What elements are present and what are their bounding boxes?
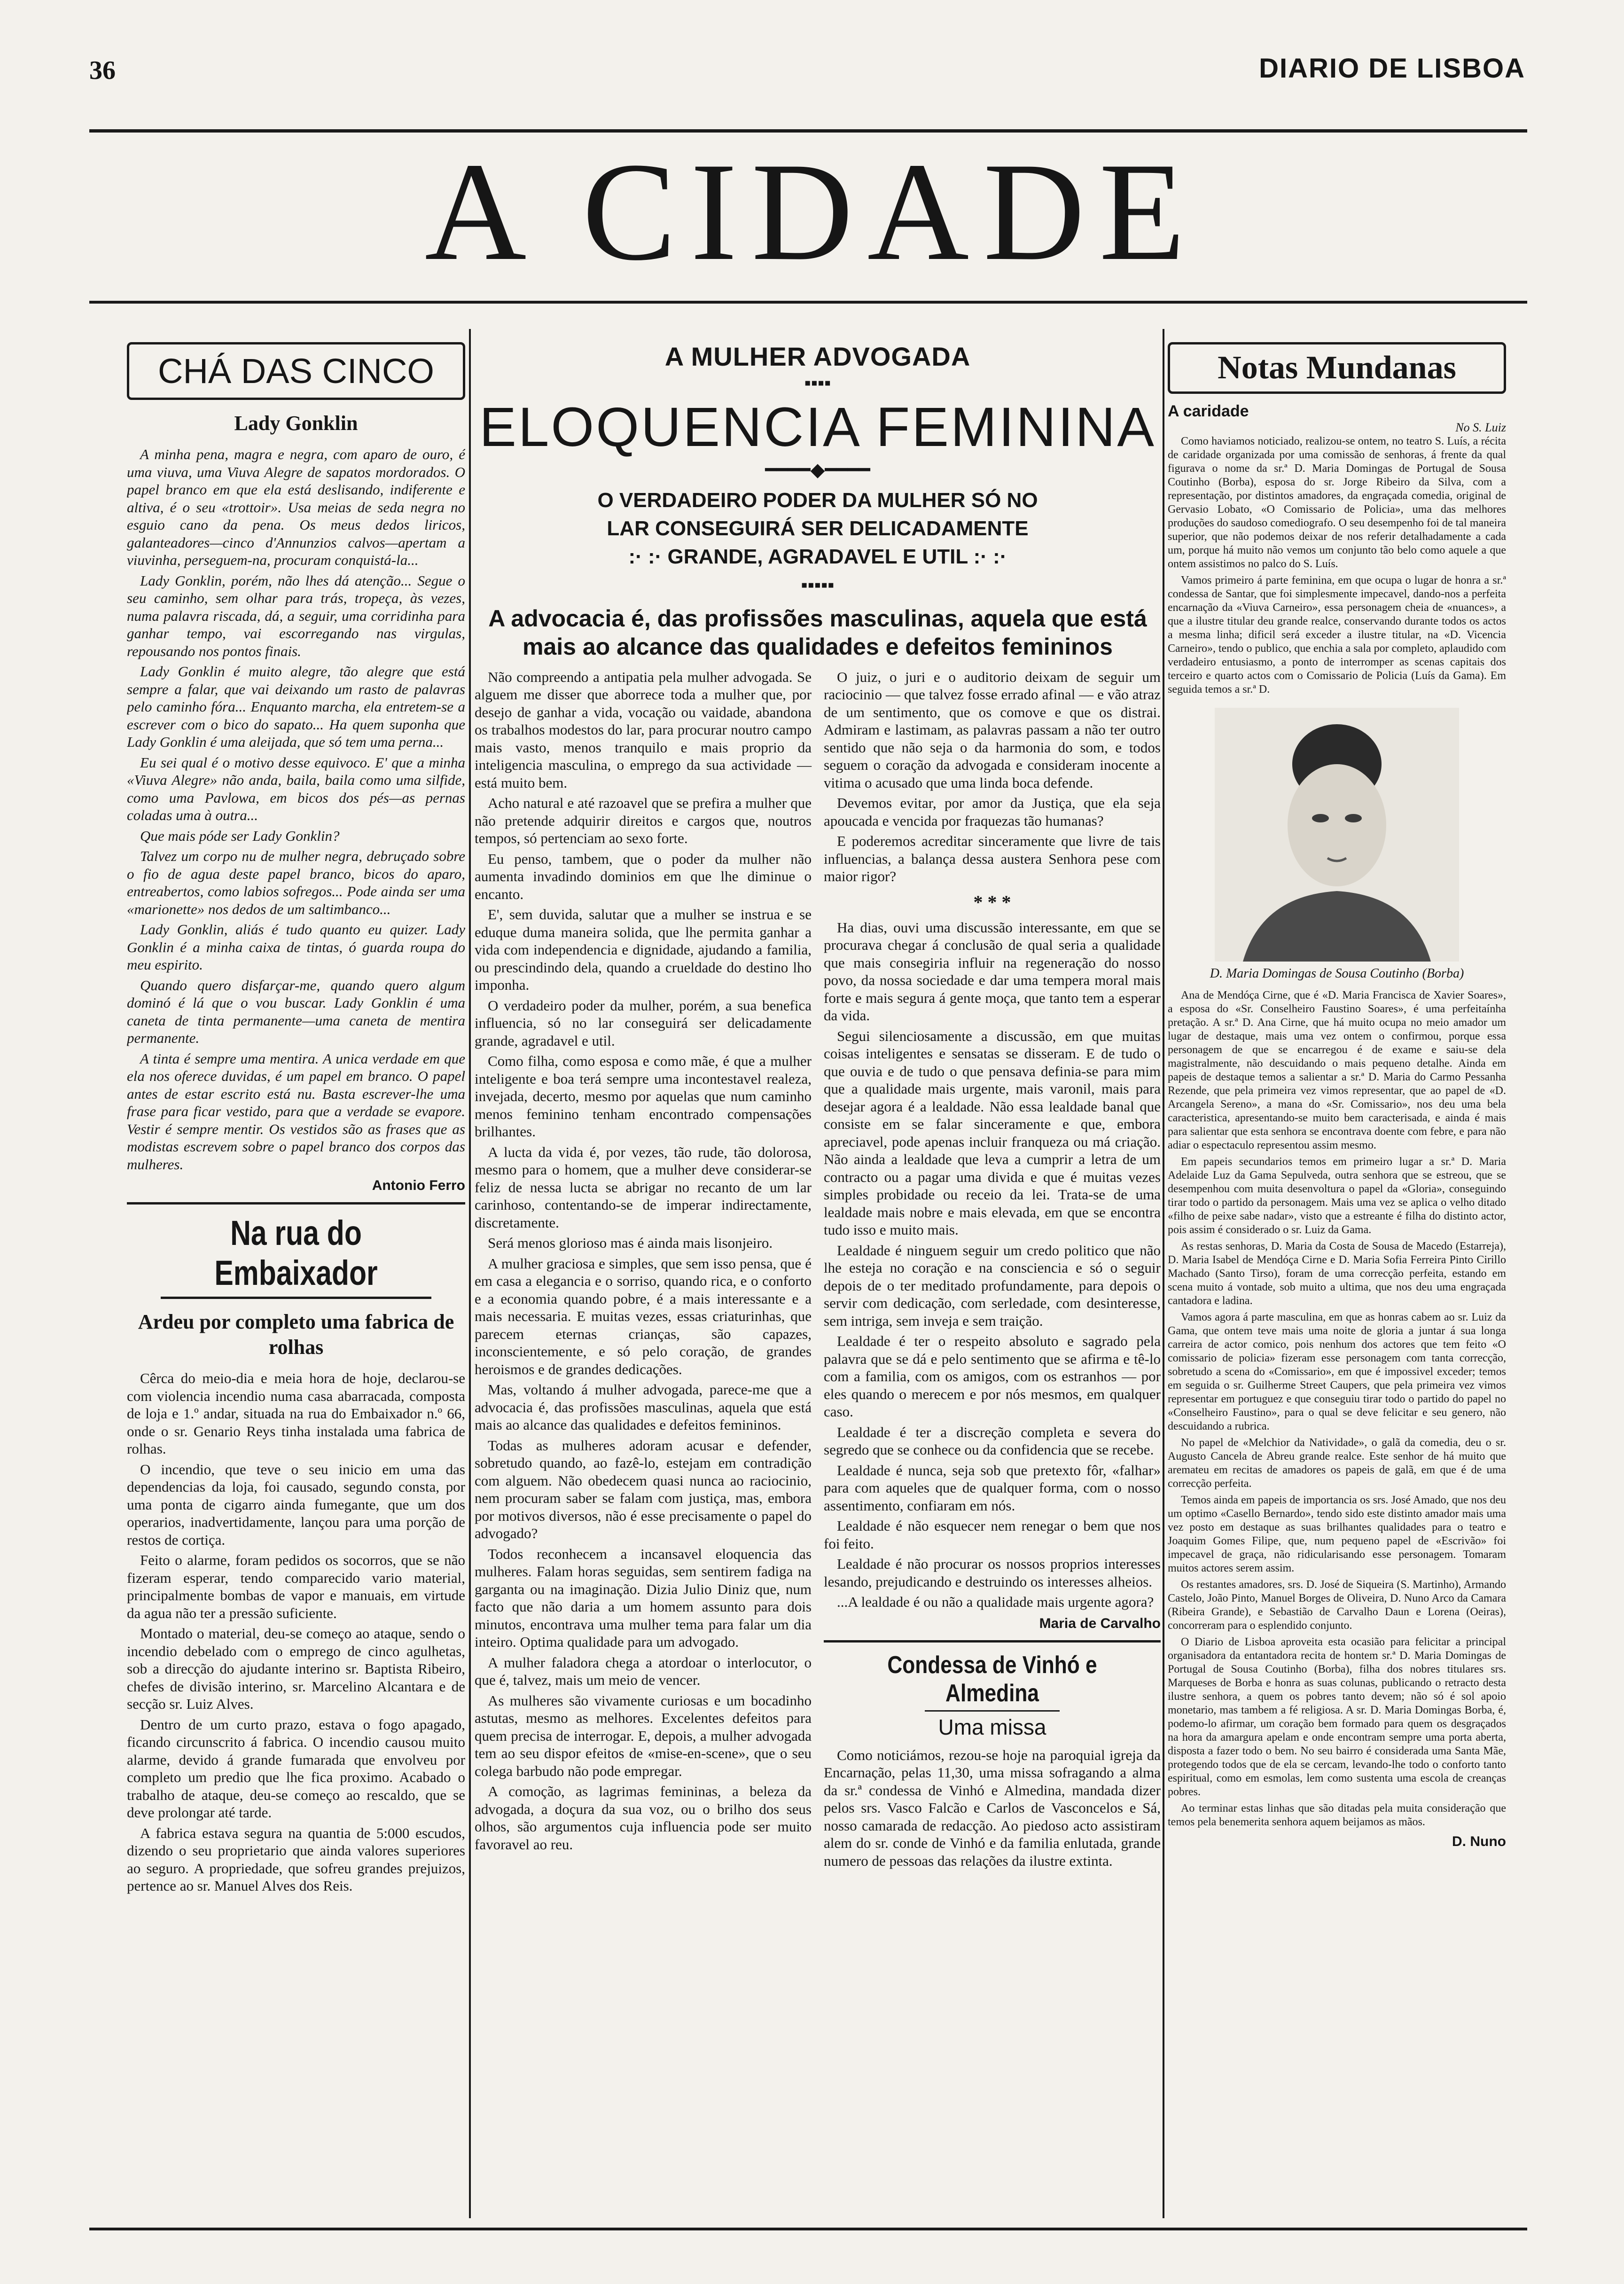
paragraph: Eu penso, tambem, que o poder da mulher não aumenta invadindo dominios em que lhe diminue o encanto. — [475, 850, 812, 902]
paragraph: A tinta é sempre uma mentira. A unica verdade em que ela nos oferece duvidas, é um papel em branco. O papel antes de estar escrito está nu. Basta escrever-lhe uma frase para ficar vestido, para que a verdade se evapore. Vestir é sempre mentir. Os vestidos são as frases que as modistas escrevem sobre o papel branco dos corpos das mulheres. — [127, 1050, 465, 1173]
kicker: A MULHER ADVOGADA — [664, 342, 971, 371]
paragraph: Que mais póde ser Lady Gonklin? — [140, 827, 340, 844]
paragraph: Todos reconhecem a incansavel eloquencia das mulheres. Falam horas seguidas, sem sentirem fadiga na garganta ou na imaginação. Dizia Julio Diniz que, num facto que não daria a um homem assunto para dois minutos, encontrava uma mulher tema para falar um dia inteiro. Optima qualidade para um advogado. — [475, 1545, 812, 1650]
ornament: ━━━━◆━━━━ — [765, 459, 870, 480]
missa-title: Uma missa — [938, 1714, 1046, 1739]
paragraph: Lady Gonklin, aliás é tudo quanto eu quizer. Lady Gonklin é a minha caixa de tintas, ó guarda roupa do meu espirito. — [127, 921, 465, 973]
section-title: A CIDADE — [424, 133, 1200, 289]
paragraph: Quando quero disfarçar-me, quando quero algum dominó é lá que o vou buscar. Lady Gonklin é uma caneta de tinta permanente—uma caneta de mentira permanente. — [127, 977, 465, 1046]
deck-line: LAR CONSEGUIRÁ SER DELICADAMENTE — [607, 516, 1029, 540]
deck-line: O VERDADEIRO PODER DA MULHER SÓ NO — [597, 488, 1038, 512]
article-subcolumn-right — [824, 668, 1161, 1873]
page-number: 36 — [89, 56, 116, 85]
column-notas-mundanas — [1168, 338, 1506, 1850]
title-rule — [89, 301, 1527, 304]
column-divider-2 — [1163, 329, 1164, 2218]
byline: Antonio Ferro — [372, 1178, 465, 1193]
paragraph: A fabrica estava segura na quantia de 5:000 escudos, dizendo o seu proprietario que ainda valores superiores ao seguro. A propriedade, que sofreu grandes prejuizos, pertence ao sr. Manuel Alves dos Reis. — [127, 1824, 465, 1894]
paragraph: E', sem duvida, salutar que a mulher se instrua e se eduque duma maneira solida, que lhe permita ganhar a vida com independencia e dignidade, ajudando a familia, ou prescindindo dela, quando a crueldade do destino lho imponha. — [475, 906, 812, 993]
paragraph: Temos ainda em papeis de importancia os srs. José Amado, que nos deu um optimo «Casello Bernardo», tendo sido este distinto amador mais uma vez posto em destaque as suas brilhantes qualidades para o teatro e Joaquim Gomes Filipe, que, num pequeno papel de «Escrivão» foi impecavel de graça, não ridicularisando esse personagem. Tomaram muitos actores serem assim. — [1168, 1494, 1506, 1574]
paragraph: As restas senhoras, D. Maria da Costa de Sousa de Macedo (Estarreja), D. Maria Isabel de Mendóça Cirne e D. Maria Sofia Ferreira Pinto Cirillo Machado (Santo Tirso), foram de uma correcção perfeita, estando em scena muito á vontade, sob muito a ultima, que nos deu uma engraçada cantadora e ladina. — [1168, 1240, 1506, 1307]
fire-article-body — [127, 1369, 465, 1895]
paragraph: Cêrca do meio-dia e meia hora de hoje, declarou-se com violencia incendio numa casa abarracada, composta de loja e 1.º andar, situada na rua do Embaixador n.º 66, onde o sr. Genario Reys tinha instalada uma fabrica de rolhas. — [127, 1370, 465, 1457]
paragraph: Não compreendo a antipatia pela mulher advogada. Se alguem me disser que aborrece toda a mulher que, por desejo de ganhar a vida, vocação ou vaidade, abandona os trabalhos modestos do lar, para procurar noutro campo mais vasto, menos tranquilo e mais proprio da inteligencia masculina, o emprego da sua actividade — está muito bem. — [475, 668, 812, 791]
article-subcolumn-left — [475, 668, 812, 1873]
top-rule — [89, 129, 1527, 133]
paragraph: Vamos agora á parte masculina, em que as honras cabem ao sr. Luiz da Gama, que ontem teve mais uma noite de gloria a juntar á sua longa carreira de actor comico, pois nenhum dos actores que tem feito «O comissario de policia» fizeram esse personagem com tanta correcção, sobretudo a scena do «Comissario», em que é impossivel exceder; temos em seguida o sr. Guilherme Street Caupers, que pela primeira vez vimos representar em portuguez e que conseguiu tirar todo o partido do papel no «Conselheiro Faustino», para o qual se deve felicitar e seu genero, não descuidando a rubrica. — [1168, 1311, 1506, 1432]
paragraph: Segui silenciosamente a discussão, em que muitas coisas inteligentes e sensatas se disseram. E de tudo o que ouvia e de tudo o que pensava definia-se para mim que a qualidade mais urgente, mais varonil, mais para desejar agora é a lealdade. Não essa lealdade banal que consiste em se falar sinceramente e que, embora apreciavel, pode apenas incluir franqueza ou má criação. Não ainda a lealdade que leva a cumprir a letra de um contracto ou a pagar uma divida e que é muitas vezes simples probidade ou receio da lei. Trata-se de uma lealdade mais nobre e mais elevada, em que se encontra tudo isso e muito mais. — [824, 1027, 1161, 1238]
paragraph: A comoção, as lagrimas femininas, a beleza da advogada, a doçura da sua voz, ou o brilho dos seus olhos, são argumentos cuja influencia pode ser muito favoravel ao reu. — [475, 1783, 812, 1853]
paragraph: Todas as mulheres adoram acusar e defender, sobretudo quando, ao fazê-lo, estejam em contradição com alguem. Não obedecem quasi nunca ao raciocinio, nem procuram saber se falam com justiça, mas, embora por motivos diversos, não é esse precisamente o papel do advogado? — [475, 1437, 812, 1542]
condessa-title: Condessa de Vinhó e Almedina — [887, 1651, 1097, 1707]
paragraph: Feito o alarme, foram pedidos os socorros, que se não fizeram esperar, tendo comparecido vario material, principalmente bombas de vapor e manuais, em virtude da agua não ter a pressão suficiente. — [127, 1552, 465, 1621]
article-subtitle: Lady Gonklin — [234, 412, 358, 435]
paragraph: Lady Gonklin, porém, não lhes dá atenção... Segue o seu caminho, sem olhar para trás, tropeça, às vezes, numa palavra riscada, dá, a seguir, uma corridinha para ganhar tempo, vai escorregando nas virgulas, repousando nos pontos finais. — [127, 572, 465, 659]
paragraph: A lucta da vida é, por vezes, tão rude, tão dolorosa, mesmo para o homem, que a mulher deve considerar-se feliz de nessa lucta se abrigar no recanto de um lar carinhoso, contentando-se de imperar indirectamente, discretamente. — [475, 1143, 812, 1231]
fire-article-subtitle: Ardeu por completo uma fabrica de rolhas — [138, 1310, 454, 1359]
column-title: Notas Mundanas — [1168, 342, 1506, 394]
paragraph: A mulher graciosa e simples, que sem isso pensa, que é em casa a elegancia e o sorriso, quando rica, e o conforto e a economia quando pobre, é a mais interessante e a mais necessaria. E muitas vezes, essas criaturinhas, que parecem eternas crianças, são capazes, inconscientemente, e só pelo coração, de grandes heroismos e de grandes dedicações. — [475, 1255, 812, 1377]
paragraph: Em papeis secundarios temos em primeiro lugar a sr.ª D. Maria Adelaide Luz da Gama Sepulveda, outra senhora que se estreou, que se desempenhou com muita desenvoltura o papel da «Gloria», conseguindo tirar todo o partido da personagem. Mais uma vez se aplica o velho ditado «filho de peixe sabe nadar», visto que a estreante é filha do distinto actor, pois assim é considerado o sr. Luiz da Gama. — [1168, 1156, 1506, 1236]
paragraph: Lady Gonklin é muito alegre, tão alegre que está sempre a falar, que vai deixando um rasto de palavras pelo caminho fóra... Enquanto marcha, ela entretem-se a escrever com o bico do sapato... Ha quem suponha que Lady Gonklin é uma aleijada, que só tem uma perna... — [127, 663, 465, 750]
divider — [925, 1710, 1060, 1712]
paragraph: Lealdade é nunca, seja sob que pretexto fôr, «falhar» para com aqueles que de qualquer forma, com o nosso assentimento, confiaram em nós. — [824, 1462, 1161, 1514]
deck-line: :· :· GRANDE, AGRADAVEL E UTIL :· :· — [628, 545, 1007, 568]
section-break: * * * — [973, 891, 1011, 913]
paragraph: Lealdade é não procurar os nossos proprios interesses lesando, prejudicando e destruindo os interesses alheios. — [824, 1556, 1161, 1590]
paragraph: Lealdade é não esquecer nem renegar o bem que nos foi feito. — [824, 1517, 1161, 1552]
paragraph: Mas, voltando á mulher advogada, parece-me que a advocacia é, das profissões masculinas, aquela que está mais ao alcance das qualidades e defeitos femininos. — [475, 1381, 812, 1433]
byline: Maria de Carvalho — [1039, 1615, 1161, 1631]
portrait-caption: D. Maria Domingas de Sousa Coutinho (Borba) — [1210, 966, 1464, 981]
paragraph: Como filha, como esposa e como mãe, é que a mulher inteligente e boa terá sempre uma incontestavel realeza, invejada, decerto, mesmo por aquelas que num caminho menos feminino tenham encontrado compensações brilhantes. — [475, 1053, 812, 1140]
paragraph: O juiz, o juri e o auditorio deixam de seguir um raciocinio — que talvez fosse errado afinal — e vão atraz de um sentimento, que os comove e que os distrai. Admiram e lastimam, as palavras passam a não ter outro sentido que não seja o da harmonia do som, e todos seguem o coração da advogada e consideram inocente a vitima o acusado que uma linda boca defende. — [824, 668, 1161, 791]
divider — [824, 1640, 1161, 1643]
paragraph: Dentro de um curto prazo, estava o fogo apagado, ficando circunscrito á fabrica. O incendio causou muito alarme, devido á grande fumarada que envolveu por completo um predio que lhe fica proximo. Acabado o trabalho de ataque, deu-se começo ao rescaldo, que se deve prolongar até tarde. — [127, 1716, 465, 1821]
paragraph: ...A lealdade é ou não a qualidade mais urgente agora? — [837, 1594, 1154, 1611]
paragraph: Lealdade é ninguem seguir um credo politico que não lhe esteja no coração e na consciencia e só o seguir depois de o ter meditado profundamente, para depois o servir com dedicação, com serledade, com desinteresse, sem intriga, sem inveja e sem traição. — [824, 1242, 1161, 1329]
signoff: D. Nuno — [1452, 1834, 1506, 1849]
deck — [475, 486, 1161, 571]
paragraph: Talvez um corpo nu de mulher negra, debruçado sobre o fio de agua deste papel branco, bicos do aparo, entreabertos, como labios sofregos... Pode ainda ser uma «marionette» nos dedos de um saltimbanco... — [127, 848, 465, 917]
paragraph: Como haviamos noticiado, realizou-se ontem, no teatro S. Luís, a récita de caridade organizada por uma comissão de senhoras, á frente da qual figurava o nome da sr.ª D. Maria Domingas de Portugal de Sousa Coutinho (Borba), esposa do sr. Jorge Ribeiro da Silva, com a representação, por distintos amadores, da engraçada comedia, original de Gervasio Lobato, «O Comissario de Policia», uma das melhores produções do saudoso comediografo. O seu desempenho foi de tal maneira superior, que não podemos deixar de nos referir detalhadamente a cada um, porque há muito não vemos um conjunto tão belo como aquele a que ontem assistimos no palco do S. Luís. — [1168, 435, 1506, 570]
bottom-rule — [89, 2228, 1527, 2230]
paragraph: No papel de «Melchior da Natividade», o galã da comedia, deu o sr. Augusto Cancela de Abreu grande realce. Este senhor de há muito que aremateu em recitas de amadores os papeis de galã, em que é de uma correcção perfeita. — [1168, 1437, 1506, 1490]
portrait-photo — [1215, 708, 1459, 962]
column-cha-das-cinco — [127, 338, 465, 1898]
column-mulher-advogada — [475, 338, 1161, 1872]
paragraph: Acho natural e até razoavel que se prefira a mulher que não pretende adquirir direitos e cargos que, noutros tempos, só pertenciam ao sexo forte. — [475, 795, 812, 847]
ornament: ▪▪▪▪▪ — [801, 574, 835, 595]
paragraph: Será menos glorioso mas é ainda mais lisonjeiro. — [488, 1235, 773, 1252]
paragraph: O verdadeiro poder da mulher, porém, a sua benefica influencia, só no lar conseguirá ser delicadamente grande, agradavel e util. — [475, 997, 812, 1049]
paragraph: Ao terminar estas linhas que são ditadas pela muita consideração que temos pela benemerita senhora aquem beijamos as mãos. — [1168, 1802, 1506, 1828]
location: No S. Luiz — [1455, 421, 1506, 434]
paragraph: Os restantes amadores, srs. D. José de Siqueira (S. Martinho), Armando Castelo, João Pinto, Manuel Borges de Oliveira, D. Nuno Arco da Camara (Ribeira Grande), e Sebastião de Carvalho Daun e Lorena (Oeiras), concorreram para o esplendido conjunto. — [1168, 1579, 1506, 1632]
paragraph: E poderemos acreditar sinceramente que livre de tais influencias, a balança dessa austera Senhora pese com maior rigor? — [824, 833, 1161, 885]
paragraph: Lealdade é ter o respeito absoluto e sagrado pela palavra que se dá e pelo sentimento que se afirma e tê-lo com a familia, com os amigos, com os estranhos — por eles quando o merecem e por nós mesmos, em qualquer caso. — [824, 1333, 1161, 1420]
paragraph: Montado o material, deu-se começo ao ataque, sendo o incendio debelado com o emprego de cinco agulhetas, sob a direcção do ajudante interino sr. Baptista Ribeiro, chefes de divisão interino, sr. Marcelino Alcantara e de secção sr. Luiz Alves. — [127, 1625, 465, 1712]
paragraph: Ha dias, ouvi uma discussão interessante, em que se procurava chegar á conclusão de qual seria a qualidade que mais consegiria influir na regeneração do nosso povo, da nossa sociedade e dar uma tempera moral mais forte e mais segura á gente moça, que tanto tem a esperar da vida. — [824, 919, 1161, 1024]
paragraph: Eu sei qual é o motivo desse equivoco. E' que a minha «Viuva Alegre» não anda, baila, baila como uma silfide, como uma Pavlowa, em bicos dos pés—as pernas coladas uma à outra... — [127, 754, 465, 823]
paragraph: A mulher faladora chega a atordoar o interlocutor, o que é, talvez, mais um meio de vencer. — [475, 1654, 812, 1689]
article-body — [475, 668, 1161, 1873]
fire-article-title: Na rua do Embaixador — [214, 1213, 378, 1292]
paragraph: A minha pena, magra e negra, com aparo de ouro, é uma viuva, uma Viuva Alegre de sapatos mordorados. O papel branco em que ela está deslisando, indiferente e altiva, é o seu «trottoir». Usa meias de seda negra no esguio cano da pena. Os meus dedos liricos, galanteadores—cinco d'Annunzios calvos—apertam a viuvinha, perseguem-na, procuram conquistá-la... — [127, 446, 465, 568]
portrait-illustration — [1215, 708, 1459, 962]
paragraph: Lealdade é ter a discreção completa e severa do segredo que se conhece ou da confidencia que se recebe. — [824, 1424, 1161, 1458]
subsection-title: A caridade — [1168, 402, 1249, 420]
paragraph: O incendio, que teve o seu inicio em uma das dependencias da loja, foi causado, segundo consta, por uma ponta de cigarro ainda fumegante, que um dos operarios, inadvertidamente, lançou para uma porção de restos de cortiça. — [127, 1461, 465, 1548]
paragraph: Vamos primeiro á parte feminina, em que ocupa o lugar de honra a sr.ª condessa de Santar, que foi simplesmente impecavel, dando-nos a perfeita encarnação da «Viuva Carneiro», essa personagem cheia de «nuances», a que a ilustre titular deu grande realce, conservando durante todos os actos a mesma linha; dificil será exceder a ilustre titular, na «D. Vicencia Carneiro», tendo o publico, que enchia a sala por completo, aplaudido com verdadeiro entusiasmo, a ponto de interromper as scenas capitais dos terceiro e quarto actos com o Comissario de Policia (Luís da Gama). Em seguida temos a sr.ª D. — [1168, 574, 1506, 696]
paragraph: O Diario de Lisboa aproveita esta ocasião para felicitar a principal organisadora da entantadora recita de hontem sr.ª D. Maria Domingas de Portugal de Sousa Coutinho (Borba), filha dos nobres titulares srs. Marqueses de Borba e honra as suas colunas, publicando o retracto desta ilustre senhora, a quem os pobres tanto devem; não só é sol apoio monetario, mas tambem a fé religiosa. A sr. D. Maria Domingas Borba, é, podemo-lo afirmar, um coração bem formado para quem os desgraçados na hora da amargura apelam e onde encontram sempre uma porta aberta, disposta a fazer todo o bem. No seu bairro é considerada uma Santa Mãe, protegendo todos que de ela se cercam, levando-lhe todo o conforto tanto espiritual, como em esmolas, lem como sustenta uma escola de creanças pobres. — [1168, 1636, 1506, 1798]
ornament: ▪▪▪▪ — [804, 372, 831, 393]
paragraph: Ana de Mendóça Cirne, que é «D. Maria Francisca de Xavier Soares», a esposa do «Sr. Conselheiro Faustino Soares», é uma perfeitaínha pretação. A sr.ª D. Ana Cirne, que há muito ocupa no meio amador um lugar de destaque, mais uma vez ontem o confirmou, porque essa personagem de que se encarregou é de exame e saiu-se dela magistralmente, não descuidando o mais pequeno detalhe. Ainda em papeis de destaque temos a salientar a sr.ª D. Maria do Carmo Pessanha Rezende, que pela primeira vez vimos representar, que ao papel de «D. Arcangela Sereno», a mana do «Sr. Comissario», nos deu uma bela caracteristica, apresentando-se muito bem caracterisada, e ainda é mais para salientar que esta senhora se encontrava doente com febre, e para não adiar o espectaculo representou assim mesmo. — [1168, 989, 1506, 1151]
masthead: DIARIO DE LISBOA — [1259, 53, 1525, 84]
headline: ELOQUENCIA FEMININA — [479, 396, 1156, 458]
paragraph: As mulheres são vivamente curiosas e um bocadinho astutas, mesmo as melhores. Excelentes defeitos para quem precisa de interrogar. E, depois, a mulher advogada tem ao seu dispor efeitos de «mise-en-scene», que o seu colega barbudo não pode empregar. — [475, 1692, 812, 1779]
paragraph: Devemos evitar, por amor da Justiça, que ela seja apoucada e vencida por fraquezas tão humanas? — [824, 795, 1161, 829]
lead: A advocacia é, das profissões masculinas, aquela que está mais ao alcance das qualidades e defeitos femininos — [488, 605, 1147, 660]
column-title: CHÁ DAS CINCO — [127, 342, 465, 400]
paragraph: Como noticiámos, rezou-se hoje na paroquial igreja da Encarnação, pelas 11,30, uma missa sofragando a alma da sr.ª condessa de Vinhó e Almedina, mandada dizer pelos srs. Vasco Falcão e Carlos de Vasconcelos e Sá, nosso camarada de redacção. Ao piedoso acto assistiram alem do sr. conde de Vinhó e da familia enlutada, grande numero de pessoas das relações da ilustre extinta. — [824, 1746, 1161, 1869]
column-divider-1 — [469, 329, 471, 2218]
divider — [161, 1297, 431, 1299]
divider — [127, 1202, 465, 1205]
